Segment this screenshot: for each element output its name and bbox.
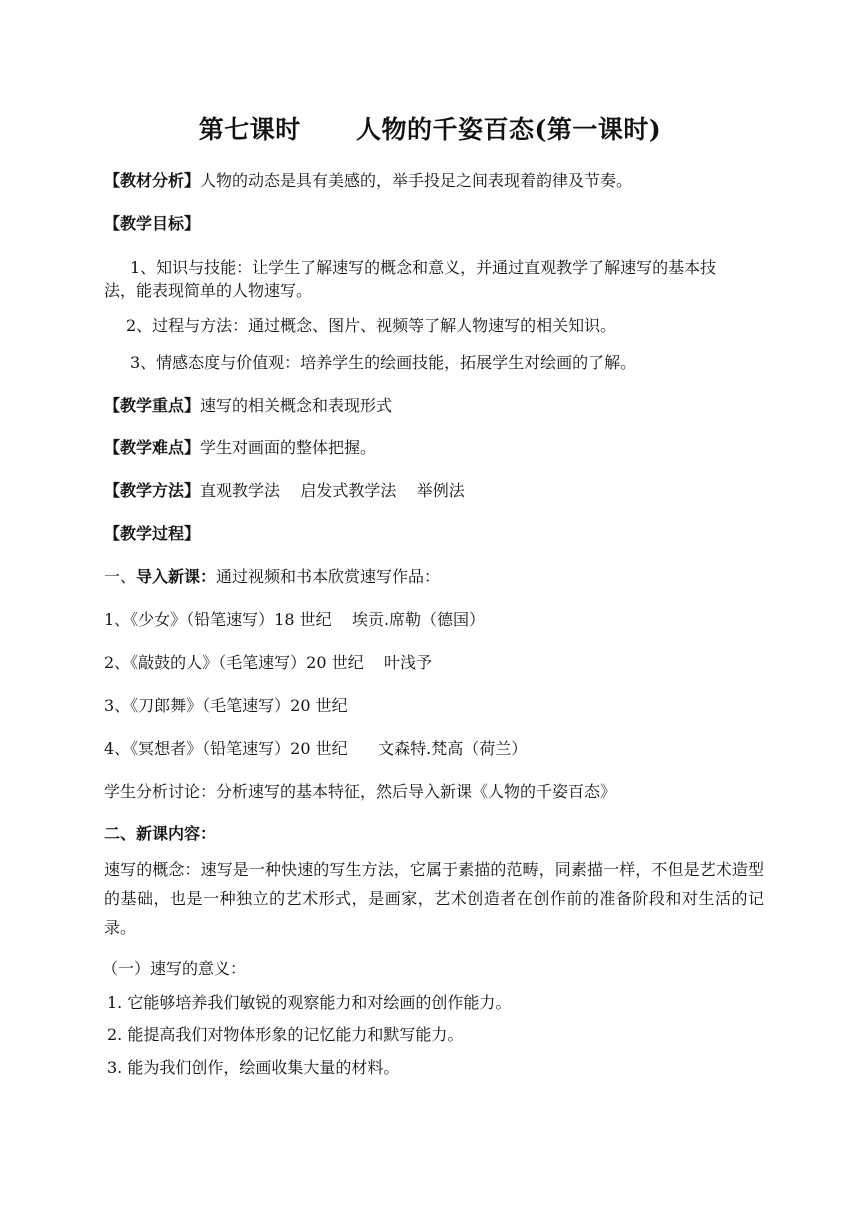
new-content-heading: 二、新课内容： (104, 824, 217, 843)
difficulty-line (104, 437, 376, 459)
key-point-label: 【教学重点】 (104, 396, 201, 415)
goal-item-3: 3、情感态度与价值观：培养学生的绘画技能，拓展学生对绘画的了解。 (130, 353, 637, 372)
intro-label: 导入新课： (136, 567, 217, 586)
goal-item-1-line-2: 法，能表现简单的人物速写。 (104, 281, 313, 300)
work-item-2: 2、《敲鼓的人》（毛笔速写）20 世纪 叶浅予 (104, 653, 432, 672)
meaning-heading: （一）速写的意义： (102, 959, 247, 978)
work-item-1: 1、《少女》（铅笔速写）18 世纪 埃贡.席勒（德国） (104, 610, 486, 629)
methods-line (104, 480, 465, 502)
methods-text: 直观教学法 启发式教学法 举例法 (200, 481, 465, 500)
page-title: 第七课时 人物的千姿百态(第一课时) (198, 115, 662, 144)
intro-prefix: 一、 (104, 567, 137, 586)
concept-paragraph: 速写的概念：速写是一种快速的写生方法，它属于素描的范畴，同素描一样，不但是艺术造型的基础，也是一种独立的艺术形式，是画家，艺术创造者在创作前的准备阶段和对生活的记录。 (104, 860, 764, 937)
difficulty-text: 学生对画面的整体把握。 (200, 438, 377, 457)
meaning-item-3: 3. 能为我们创作，绘画收集大量的材料。 (107, 1058, 400, 1077)
meaning-item-1: 1. 它能够培养我们敏锐的观察能力和对绘画的创作能力。 (107, 993, 512, 1012)
goal-item-1-line-1: 1、知识与技能：让学生了解速写的概念和意义，并通过直观教学了解速写的基本技 (130, 258, 717, 277)
discussion-text: 学生分析讨论：分析速写的基本特征，然后导入新课《人物的千姿百态》 (104, 782, 617, 801)
methods-label: 【教学方法】 (104, 481, 201, 500)
goal-item-2: 2、过程与方法：通过概念、图片、视频等了解人物速写的相关知识。 (126, 316, 617, 335)
key-point-line (104, 395, 392, 417)
work-item-4: 4、《冥想者》（铅笔速写）20 世纪 文森特.梵高（荷兰） (104, 739, 528, 758)
intro-line (104, 566, 440, 588)
difficulty-label: 【教学难点】 (104, 438, 201, 457)
analysis-label: 【教材分析】 (104, 171, 201, 190)
goals-label: 【教学目标】 (104, 214, 201, 233)
key-point-text: 速写的相关概念和表现形式 (200, 396, 393, 415)
analysis-line (104, 170, 632, 192)
process-label: 【教学过程】 (104, 524, 201, 543)
intro-text: 通过视频和书本欣赏速写作品： (216, 567, 441, 586)
work-item-3: 3、《刀郎舞》（毛笔速写）20 世纪 (104, 696, 348, 715)
meaning-item-2: 2. 能提高我们对物体形象的记忆能力和默写能力。 (107, 1025, 464, 1044)
analysis-text: 人物的动态是具有美感的，举手投足之间表现着韵律及节奏。 (200, 171, 633, 190)
